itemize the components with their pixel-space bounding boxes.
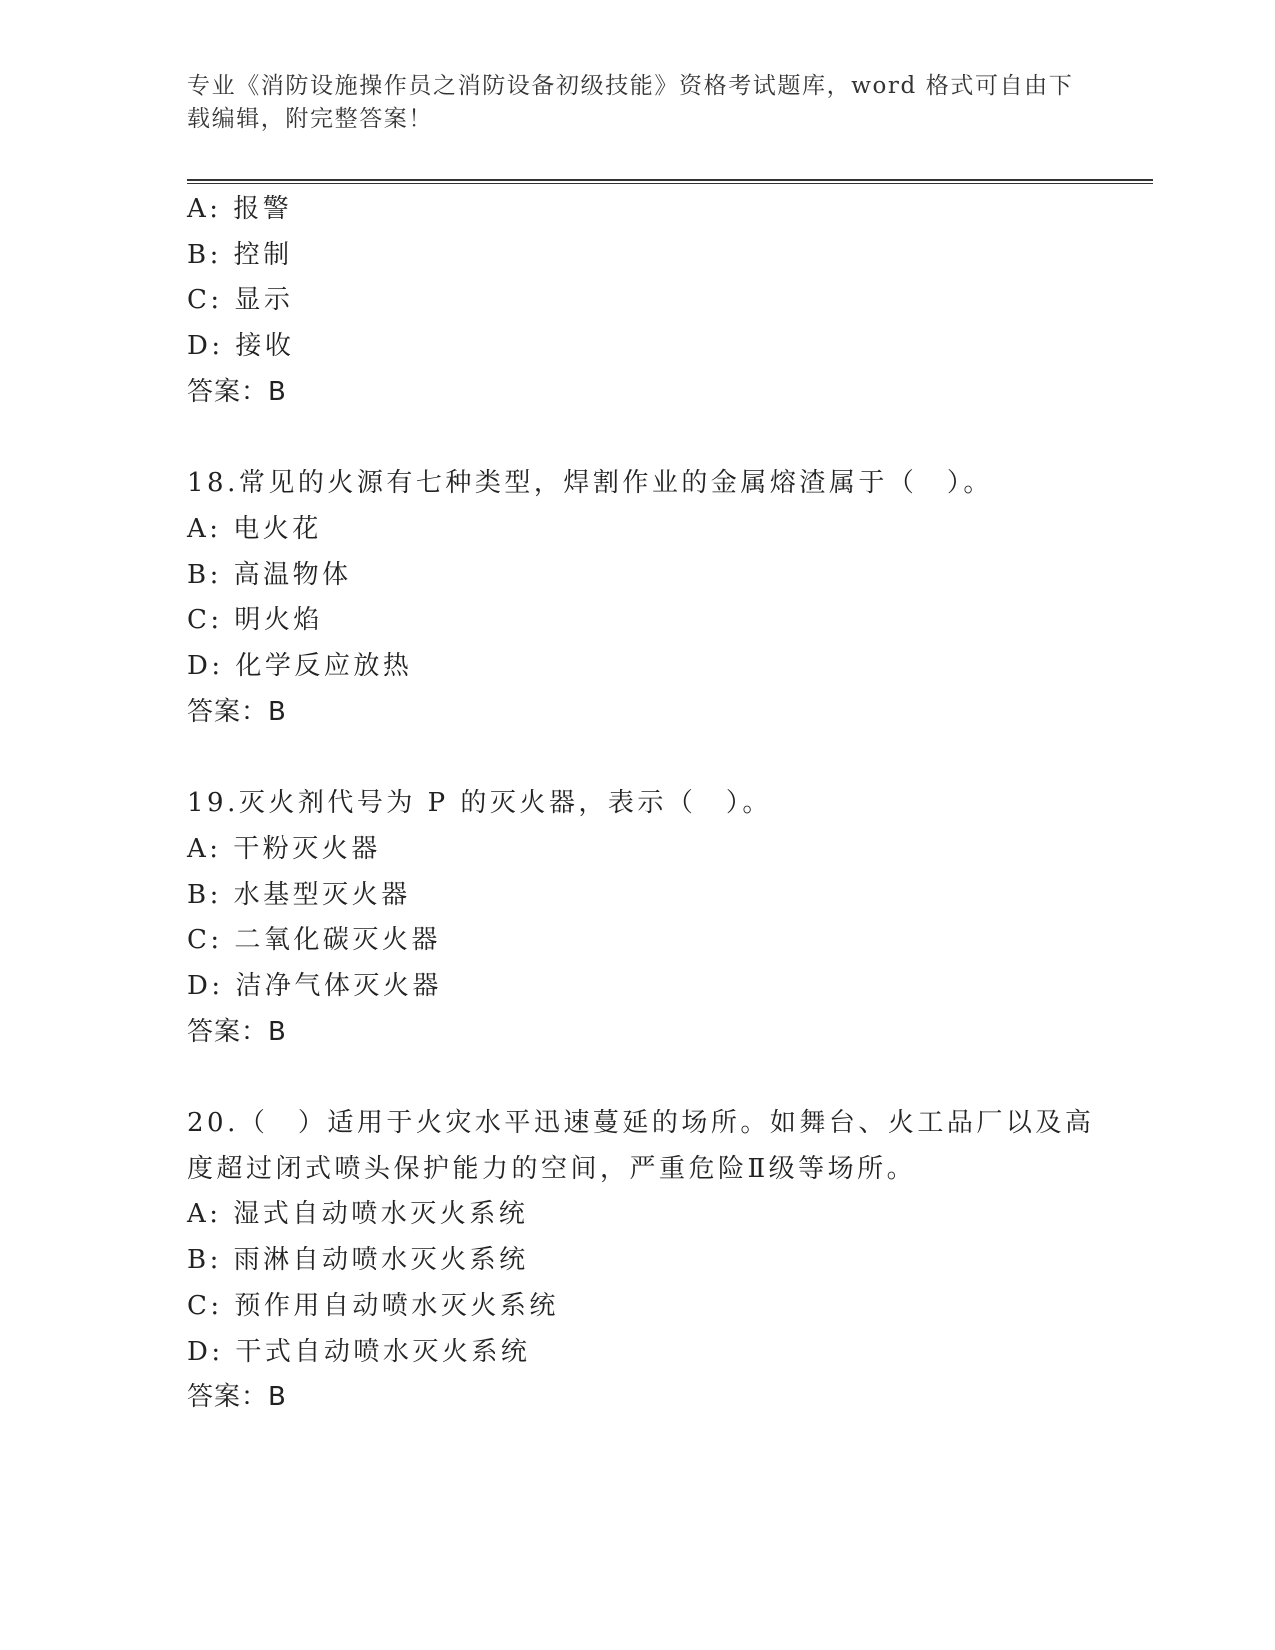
question-20 xyxy=(187,1101,1095,1421)
question-18 xyxy=(187,461,1087,735)
option-b: B: 雨淋自动喷水灭火系统 xyxy=(187,1245,529,1276)
option-a: A: 湿式自动喷水灭火系统 xyxy=(187,1199,529,1230)
option-c: C: 二氧化碳灭火器 xyxy=(187,925,441,956)
question-19 xyxy=(187,781,1087,1055)
question-list xyxy=(187,187,1095,1421)
option-b: B: 水基型灭火器 xyxy=(187,879,411,910)
question-gap xyxy=(187,735,1087,781)
option-c: C: 预作用自动喷水灭火系统 xyxy=(187,1290,559,1321)
document-header xyxy=(187,70,1087,136)
question-17 xyxy=(187,187,1087,416)
option-b: B: 控制 xyxy=(187,239,293,270)
option-a: A: 电火花 xyxy=(187,513,322,544)
question-stem-line-2: 度超过闭式喷头保护能力的空间，严重危险Ⅱ级等场所。 xyxy=(187,1153,917,1184)
question-stem: 19.灭火剂代号为 P 的灭火器，表示（ ）。 xyxy=(187,788,772,819)
option-d: D: 接收 xyxy=(187,331,295,362)
option-a: A: 报警 xyxy=(187,194,293,224)
option-d: D: 化学反应放热 xyxy=(187,651,413,682)
option-c: C: 明火焰 xyxy=(187,605,323,636)
answer: 答案：B xyxy=(187,1016,287,1047)
question-gap xyxy=(187,416,1087,462)
option-b: B: 高温物体 xyxy=(187,559,352,590)
answer: 答案：B xyxy=(187,376,287,407)
option-d: D: 干式自动喷水灭火系统 xyxy=(187,1336,531,1367)
question-stem: 18.常见的火源有七种类型，焊割作业的金属熔渣属于（ ）。 xyxy=(187,468,993,499)
question-stem-line-1: 20.（ ）适用于火灾水平迅速蔓延的场所。如舞台、火工品厂以及高 xyxy=(187,1108,1095,1139)
option-c: C: 显示 xyxy=(187,285,294,316)
header-line-2: 载编辑，附完整答案！ xyxy=(187,106,433,132)
header-divider-thin xyxy=(187,183,1153,184)
question-gap xyxy=(187,1055,1087,1101)
answer: 答案：B xyxy=(187,696,287,727)
option-d: D: 洁净气体灭火器 xyxy=(187,970,442,1001)
answer: 答案：B xyxy=(187,1382,287,1413)
header-line-1: 专业《消防设施操作员之消防设备初级技能》资格考试题库，word 格式可自由下 xyxy=(187,73,1074,99)
option-a: A: 干粉灭火器 xyxy=(187,833,381,864)
header-divider-thick xyxy=(187,179,1153,181)
